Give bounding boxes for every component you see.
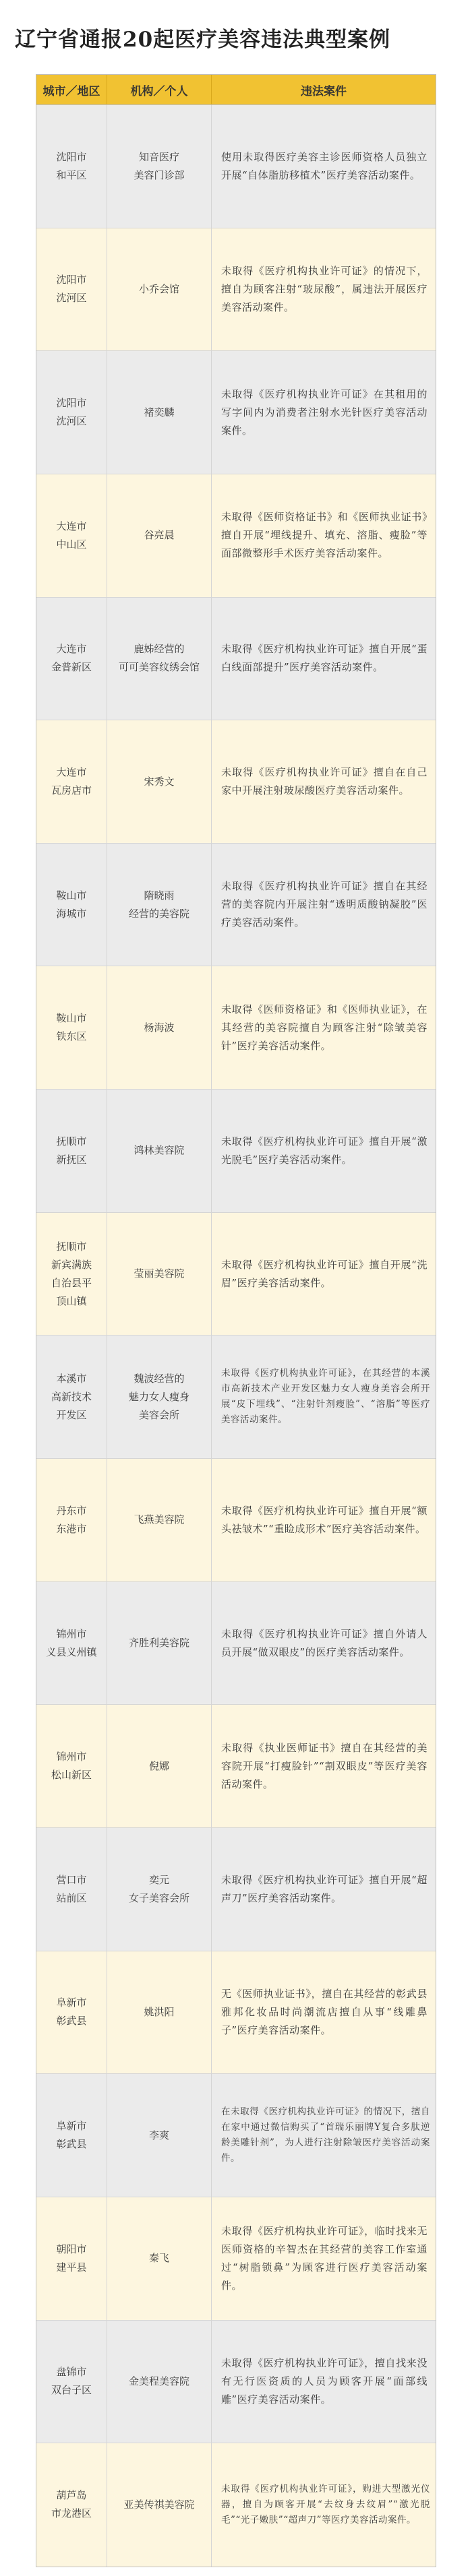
- page-title: 辽宁省通报20起医疗美容违法典型案例: [15, 27, 391, 52]
- table-body: [36, 105, 436, 2567]
- cell-org-text: 亚美传祺美容院: [123, 2498, 195, 2511]
- cell-case: [212, 351, 436, 474]
- table-row: [36, 1090, 436, 1213]
- cell-city-text: 锦州市 义县义州镇: [46, 1627, 97, 1658]
- table-row: [36, 844, 436, 967]
- cell-case-text: 未取得《医疗机构执业许可证》擅自在自己家中开展注射玻尿酸医疗美容活动案件。: [221, 766, 427, 797]
- cell-city-text: 本溪市 高新技术 开发区: [51, 1372, 92, 1421]
- cell-city: [36, 1459, 107, 1581]
- cell-case: [212, 1090, 436, 1212]
- cell-case: [212, 228, 436, 351]
- table-row: [36, 966, 436, 1090]
- cell-org: [107, 1213, 212, 1336]
- cell-city-text: 鞍山市 海城市: [56, 889, 87, 920]
- cell-city-text: 大连市 中山区: [56, 520, 87, 551]
- cell-city: [36, 1213, 107, 1336]
- cell-case: [212, 1828, 436, 1951]
- cell-org-text: 小乔会馆: [138, 282, 179, 295]
- cell-case: [212, 598, 436, 720]
- cell-city: [36, 1705, 107, 1827]
- cell-case: [212, 844, 436, 966]
- table-row: [36, 1582, 436, 1705]
- table-row: [36, 2443, 436, 2567]
- cell-org-text: 杨海波: [144, 1021, 175, 1034]
- cell-org: [107, 351, 212, 474]
- cell-case-text: 未取得《医疗机构执业许可证》，在其经营的本溪市高新技术产业开发区魅力女人瘦身美容会所开展“皮下埋线”、“注射针剂瘦脸”、“溶脂”等医疗美容活动案件。: [221, 1368, 430, 1426]
- cell-org-text: 隋晓雨 经营的美容院: [128, 889, 189, 920]
- table-row: [36, 474, 436, 598]
- title-bar: [0, 0, 472, 74]
- cell-org: [107, 1951, 212, 2074]
- cell-case: [212, 2443, 436, 2567]
- cell-case: [212, 1459, 436, 1581]
- cell-city-text: 盘锦市 双台子区: [51, 2366, 92, 2397]
- header-case: 违法案件: [301, 84, 347, 98]
- cell-case-text: 未取得《执业医师证书》擅自在其经营的美容院开展“打瘦脸针”“割双眼皮”等医疗美容活动案件。: [221, 1741, 427, 1790]
- cell-city: [36, 1828, 107, 1951]
- cell-city: [36, 966, 107, 1089]
- cell-case: [212, 2321, 436, 2443]
- table-row: [36, 1705, 436, 1828]
- table-row: [36, 598, 436, 721]
- cell-case: [212, 1213, 436, 1336]
- cell-org: [107, 105, 212, 228]
- cell-city: [36, 1951, 107, 2074]
- cell-city-text: 营口市 站前区: [56, 1873, 87, 1904]
- cell-city: [36, 598, 107, 720]
- cell-org-text: 谷亮晨: [144, 529, 175, 542]
- table-row: [36, 105, 436, 228]
- cell-city: [36, 2321, 107, 2443]
- cell-city: [36, 474, 107, 597]
- cell-case-text: 在未取得《医疗机构执业许可证》的情况下，擅自在家中通过微信购买了“首瑞乐丽牌Y复合多肽逆龄美雕针剂”，为人进行注射除皱医疗美容活动案件。: [221, 2106, 430, 2164]
- cell-org: [107, 1336, 212, 1458]
- cell-org-text: 奕元 女子美容会所: [128, 1873, 189, 1904]
- cell-case-text: 未取得《医疗机构执业许可证》擅自开展“洗眉”医疗美容活动案件。: [221, 1258, 427, 1289]
- cell-case-text: 未取得《医疗机构执业许可证》擅自在其经营的美容院内开展注射“透明质酸钠凝胶”医疗美容活动案件。: [221, 880, 427, 929]
- cell-city-text: 阜新市 彰武县: [56, 1997, 87, 2028]
- cell-org: [107, 1705, 212, 1827]
- cell-city: [36, 1336, 107, 1458]
- cell-city-text: 鞍山市 铁东区: [56, 1012, 87, 1043]
- cell-case: [212, 1336, 436, 1458]
- cell-case: [212, 105, 436, 228]
- table-row: [36, 2074, 436, 2197]
- cell-city: [36, 1090, 107, 1212]
- table-row: [36, 2321, 436, 2444]
- cell-case-text: 未取得《医疗机构执业许可证》擅自开展“超声刀”医疗美容活动案件。: [221, 1873, 427, 1904]
- cell-org-text: 飞燕美容院: [134, 1513, 185, 1526]
- cell-case: [212, 1951, 436, 2074]
- cell-city-text: 大连市 金普新区: [51, 643, 92, 674]
- cell-case-text: 无《医师执业证书》，擅自在其经营的彰武县雅邦化妆品时尚潮流店擅自从事“线雕鼻子”医疗美容活动案件。: [221, 1987, 427, 2036]
- cell-org: [107, 228, 212, 351]
- cell-case: [212, 720, 436, 843]
- cell-org-text: 齐胜利美容院: [128, 1637, 189, 1649]
- table-row: [36, 1213, 436, 1336]
- cell-org-text: 姚洪阳: [144, 2005, 175, 2018]
- cell-org: [107, 2443, 212, 2567]
- cell-city-text: 沈阳市 和平区: [56, 150, 87, 181]
- table-row: [36, 228, 436, 352]
- cell-city: [36, 105, 107, 228]
- cell-org-text: 李爽: [148, 2129, 169, 2141]
- cell-case-text: 未取得《医疗机构执业许可证》擅自开展“激光脱毛”医疗美容活动案件。: [221, 1135, 427, 1166]
- cell-city-text: 抚顺市 新抚区: [56, 1135, 87, 1166]
- cell-org-text: 莹丽美容院: [134, 1267, 185, 1280]
- table-row: [36, 1828, 436, 1951]
- cell-case-text: 未取得《医疗机构执业许可证》擅自开展“蛋白线面部提升”医疗美容活动案件。: [221, 643, 427, 674]
- cell-org-text: 魏波经营的 魅力女人瘦身 美容会所: [128, 1372, 189, 1421]
- cell-city: [36, 2443, 107, 2567]
- table-row: [36, 351, 436, 474]
- cases-table: [36, 74, 436, 2567]
- cell-org-text: 褚奕麟: [144, 406, 175, 418]
- cell-org-text: 金美程美容院: [128, 2375, 189, 2387]
- cell-city: [36, 351, 107, 474]
- table-header: [36, 75, 436, 105]
- cell-city: [36, 2074, 107, 2197]
- cell-case: [212, 1582, 436, 1705]
- header-city: 城市／地区: [36, 75, 107, 104]
- cell-org: [107, 2074, 212, 2197]
- cell-city-text: 沈阳市 沈河区: [56, 397, 87, 428]
- cell-case: [212, 474, 436, 597]
- cell-case-text: 未取得《医疗机构执业许可证》擅自外请人员开展“做双眼皮”的医疗美容活动案件。: [221, 1627, 427, 1658]
- cell-case: [212, 2074, 436, 2197]
- cell-city: [36, 844, 107, 966]
- cell-case-text: 未取得《医师资格证》和《医师执业证》，在其经营的美容院擅自为顾客注射“除皱美容针”医疗美容活动案件。: [221, 1003, 427, 1052]
- cell-org: [107, 598, 212, 720]
- cell-org: [107, 2197, 212, 2320]
- cell-org: [107, 1459, 212, 1581]
- table-row: [36, 2197, 436, 2321]
- table-row: [36, 1951, 436, 2075]
- cell-city-text: 抚顺市 新宾满族 自治县平 顶山镇: [51, 1240, 92, 1307]
- cell-case-text: 未取得《医疗机构执业许可证》的情况下，擅自为顾客注射“玻尿酸”，属违法开展医疗美容活动案件。: [221, 264, 427, 313]
- header-org: 机构／个人: [107, 75, 212, 104]
- cell-org-text: 鹿姊经营的 可可美容纹绣会馆: [118, 643, 200, 674]
- cell-case-text: 未取得《医疗机构执业许可证》，购进大型激光仪器，擅自为顾客开展“去纹身去纹眉”“激光脱毛”“光子嫩肤”“超声刀”等医疗美容活动案件。: [221, 2483, 430, 2525]
- cell-case-text: 未取得《医疗机构执业许可证》擅自开展“额头祛皱术”“重睑成形术”医疗美容活动案件。: [221, 1504, 427, 1535]
- cell-org: [107, 2321, 212, 2443]
- cell-org: [107, 844, 212, 966]
- cell-city: [36, 228, 107, 351]
- cell-city: [36, 1582, 107, 1705]
- cell-city-text: 丹东市 东港市: [56, 1504, 87, 1535]
- table-row: [36, 720, 436, 844]
- cell-city-text: 锦州市 松山新区: [51, 1751, 92, 1782]
- cell-org: [107, 966, 212, 1089]
- table-row: [36, 1336, 436, 1459]
- cell-org-text: 倪娜: [148, 1759, 169, 1772]
- cell-case-text: 未取得《医师资格证书》和《医师执业证书》擅自开展“埋线提升、填充、溶脂、瘦脸”等面部微整形手术医疗美容活动案件。: [221, 511, 427, 560]
- cell-org: [107, 720, 212, 843]
- cell-case-text: 未取得《医疗机构执业许可证》在其租用的写字间内为消费者注射水光针医疗美容活动案件。: [221, 387, 427, 437]
- cell-city-text: 沈阳市 沈河区: [56, 274, 87, 305]
- cell-case: [212, 2197, 436, 2320]
- cell-case-text: 使用未取得医疗美容主诊医师资格人员独立开展“自体脂肪移植术”医疗美容活动案件。: [221, 150, 427, 181]
- cell-case: [212, 1705, 436, 1827]
- cell-org-text: 宋秀文: [144, 775, 175, 788]
- cell-org: [107, 1582, 212, 1705]
- cell-city: [36, 720, 107, 843]
- cell-case-text: 未取得《医疗机构执业许可证》，擅自找来没有无行医资质的人员为顾客开展“面部线雕”医疗美容活动案件。: [221, 2356, 427, 2406]
- cell-city-text: 阜新市 彰武县: [56, 2120, 87, 2151]
- cell-org: [107, 474, 212, 597]
- cell-city: [36, 2197, 107, 2320]
- cell-case-text: 未取得《医疗机构执业许可证》，临时找来无医师资格的辛智杰在其经营的美容工作室通过“树脂锁鼻”为顾客进行医疗美容活动案件。: [221, 2224, 427, 2292]
- cell-org-text: 秦飞: [148, 2252, 169, 2265]
- cell-case: [212, 966, 436, 1089]
- cell-city-text: 葫芦岛 市龙港区: [51, 2489, 92, 2520]
- table-row: [36, 1459, 436, 1582]
- cell-org: [107, 1828, 212, 1951]
- cell-org: [107, 1090, 212, 1212]
- cell-org-text: 鸿林美容院: [134, 1144, 185, 1157]
- cell-city-text: 朝阳市 建平县: [56, 2242, 87, 2273]
- cell-city-text: 大连市 瓦房店市: [51, 766, 92, 797]
- cell-org-text: 知音医疗 美容门诊部: [134, 150, 185, 181]
